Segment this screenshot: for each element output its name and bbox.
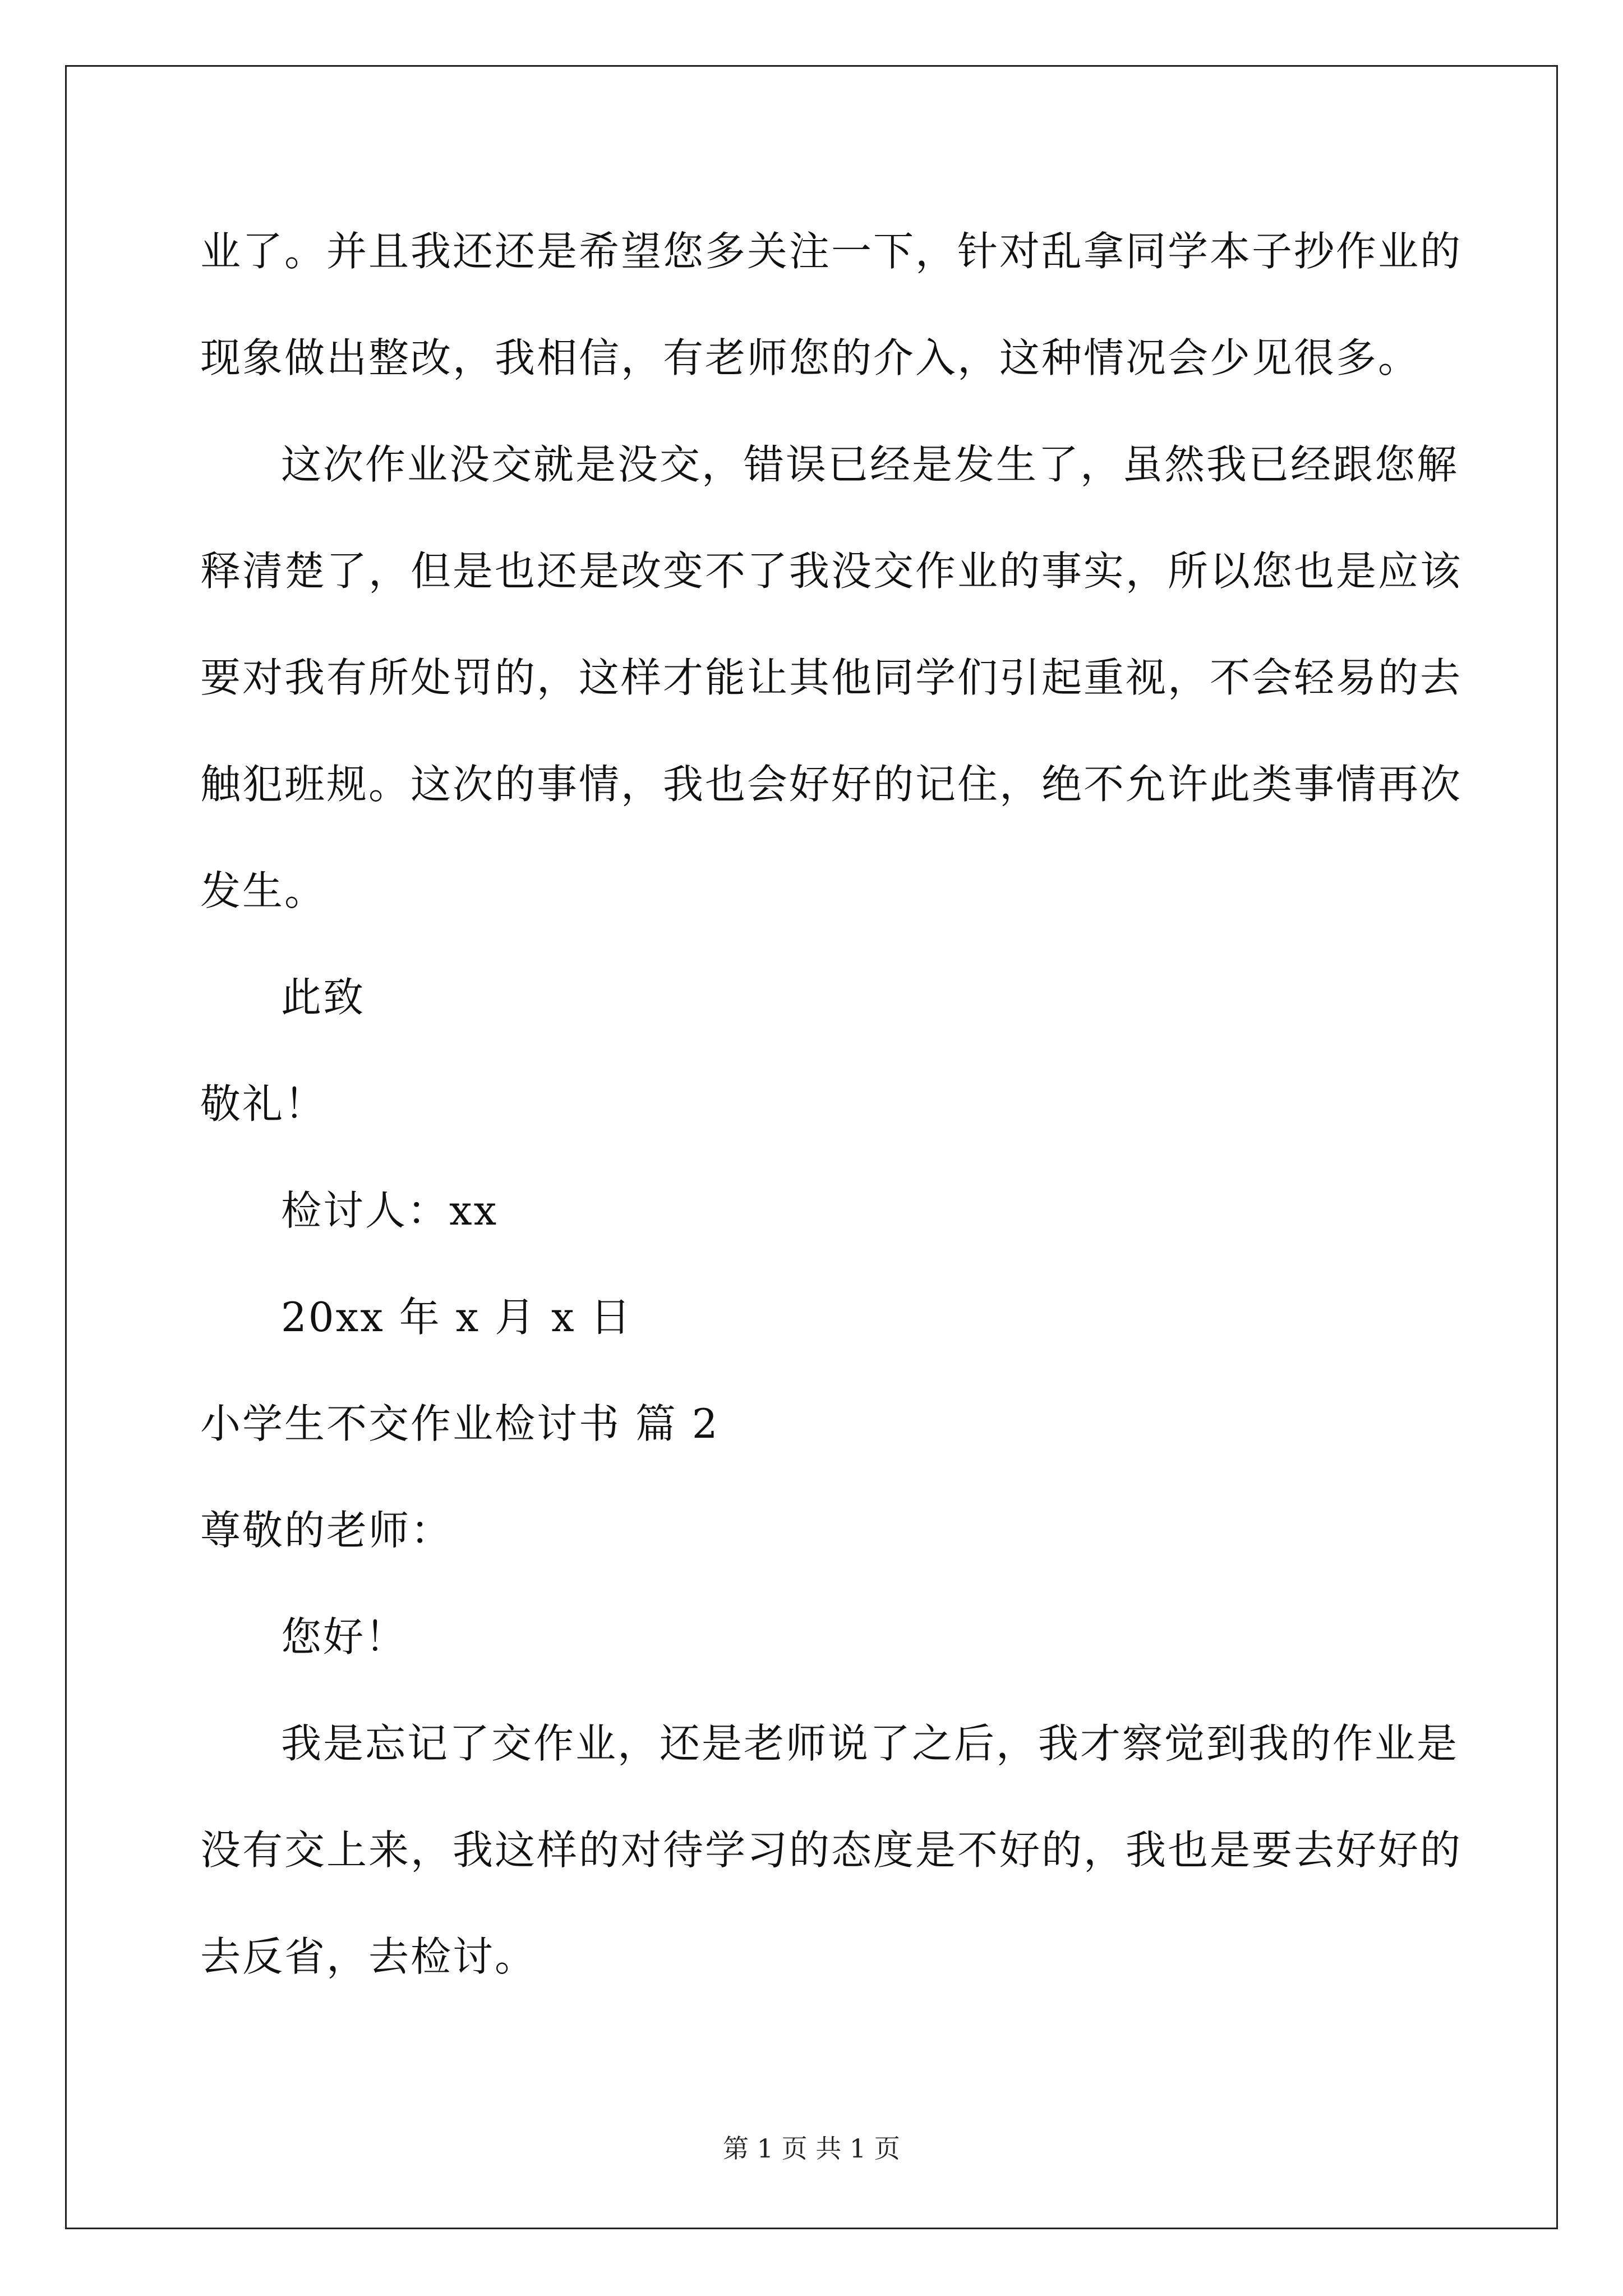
date-line: 20xx 年 x 月 x 日	[281, 1294, 633, 1341]
text-line: 释清楚了，但是也还是改变不了我没交作业的事实，所以您也是应该	[200, 547, 1463, 595]
section-title: 小学生不交作业检讨书 篇 2	[200, 1400, 720, 1447]
greeting-line: 尊敬的老师：	[200, 1507, 453, 1554]
page-footer: 第 1 页 共 1 页	[723, 2133, 900, 2164]
text-line: 业了。并且我还还是希望您多关注一下，针对乱拿同学本子抄作业的	[200, 228, 1463, 275]
text-line: 没有交上来，我这样的对待学习的态度是不好的，我也是要去好好的	[200, 1826, 1463, 1874]
page-border	[65, 65, 1558, 2229]
text-line: 发生。	[200, 867, 327, 914]
text-line: 要对我有所处罚的，这样才能让其他同学们引起重视，不会轻易的去	[200, 654, 1463, 701]
greeting-hello: 您好！	[281, 1613, 408, 1660]
text-line: 去反省，去检讨。	[200, 1933, 537, 1980]
signature-line: 检讨人：xx	[281, 1187, 499, 1234]
text-line: 现象做出整改，我相信，有老师您的介入，这种情况会少见很多。	[200, 334, 1421, 381]
text-line: 触犯班规。这次的事情，我也会好好的记住，绝不允许此类事情再次	[200, 761, 1463, 808]
text-line: 这次作业没交就是没交，错误已经是发生了，虽然我已经跟您解	[281, 441, 1459, 488]
closing-salutation: 此致	[281, 974, 366, 1021]
closing-regards: 敬礼！	[200, 1080, 327, 1128]
text-line: 我是忘记了交作业，还是老师说了之后，我才察觉到我的作业是	[281, 1720, 1459, 1767]
